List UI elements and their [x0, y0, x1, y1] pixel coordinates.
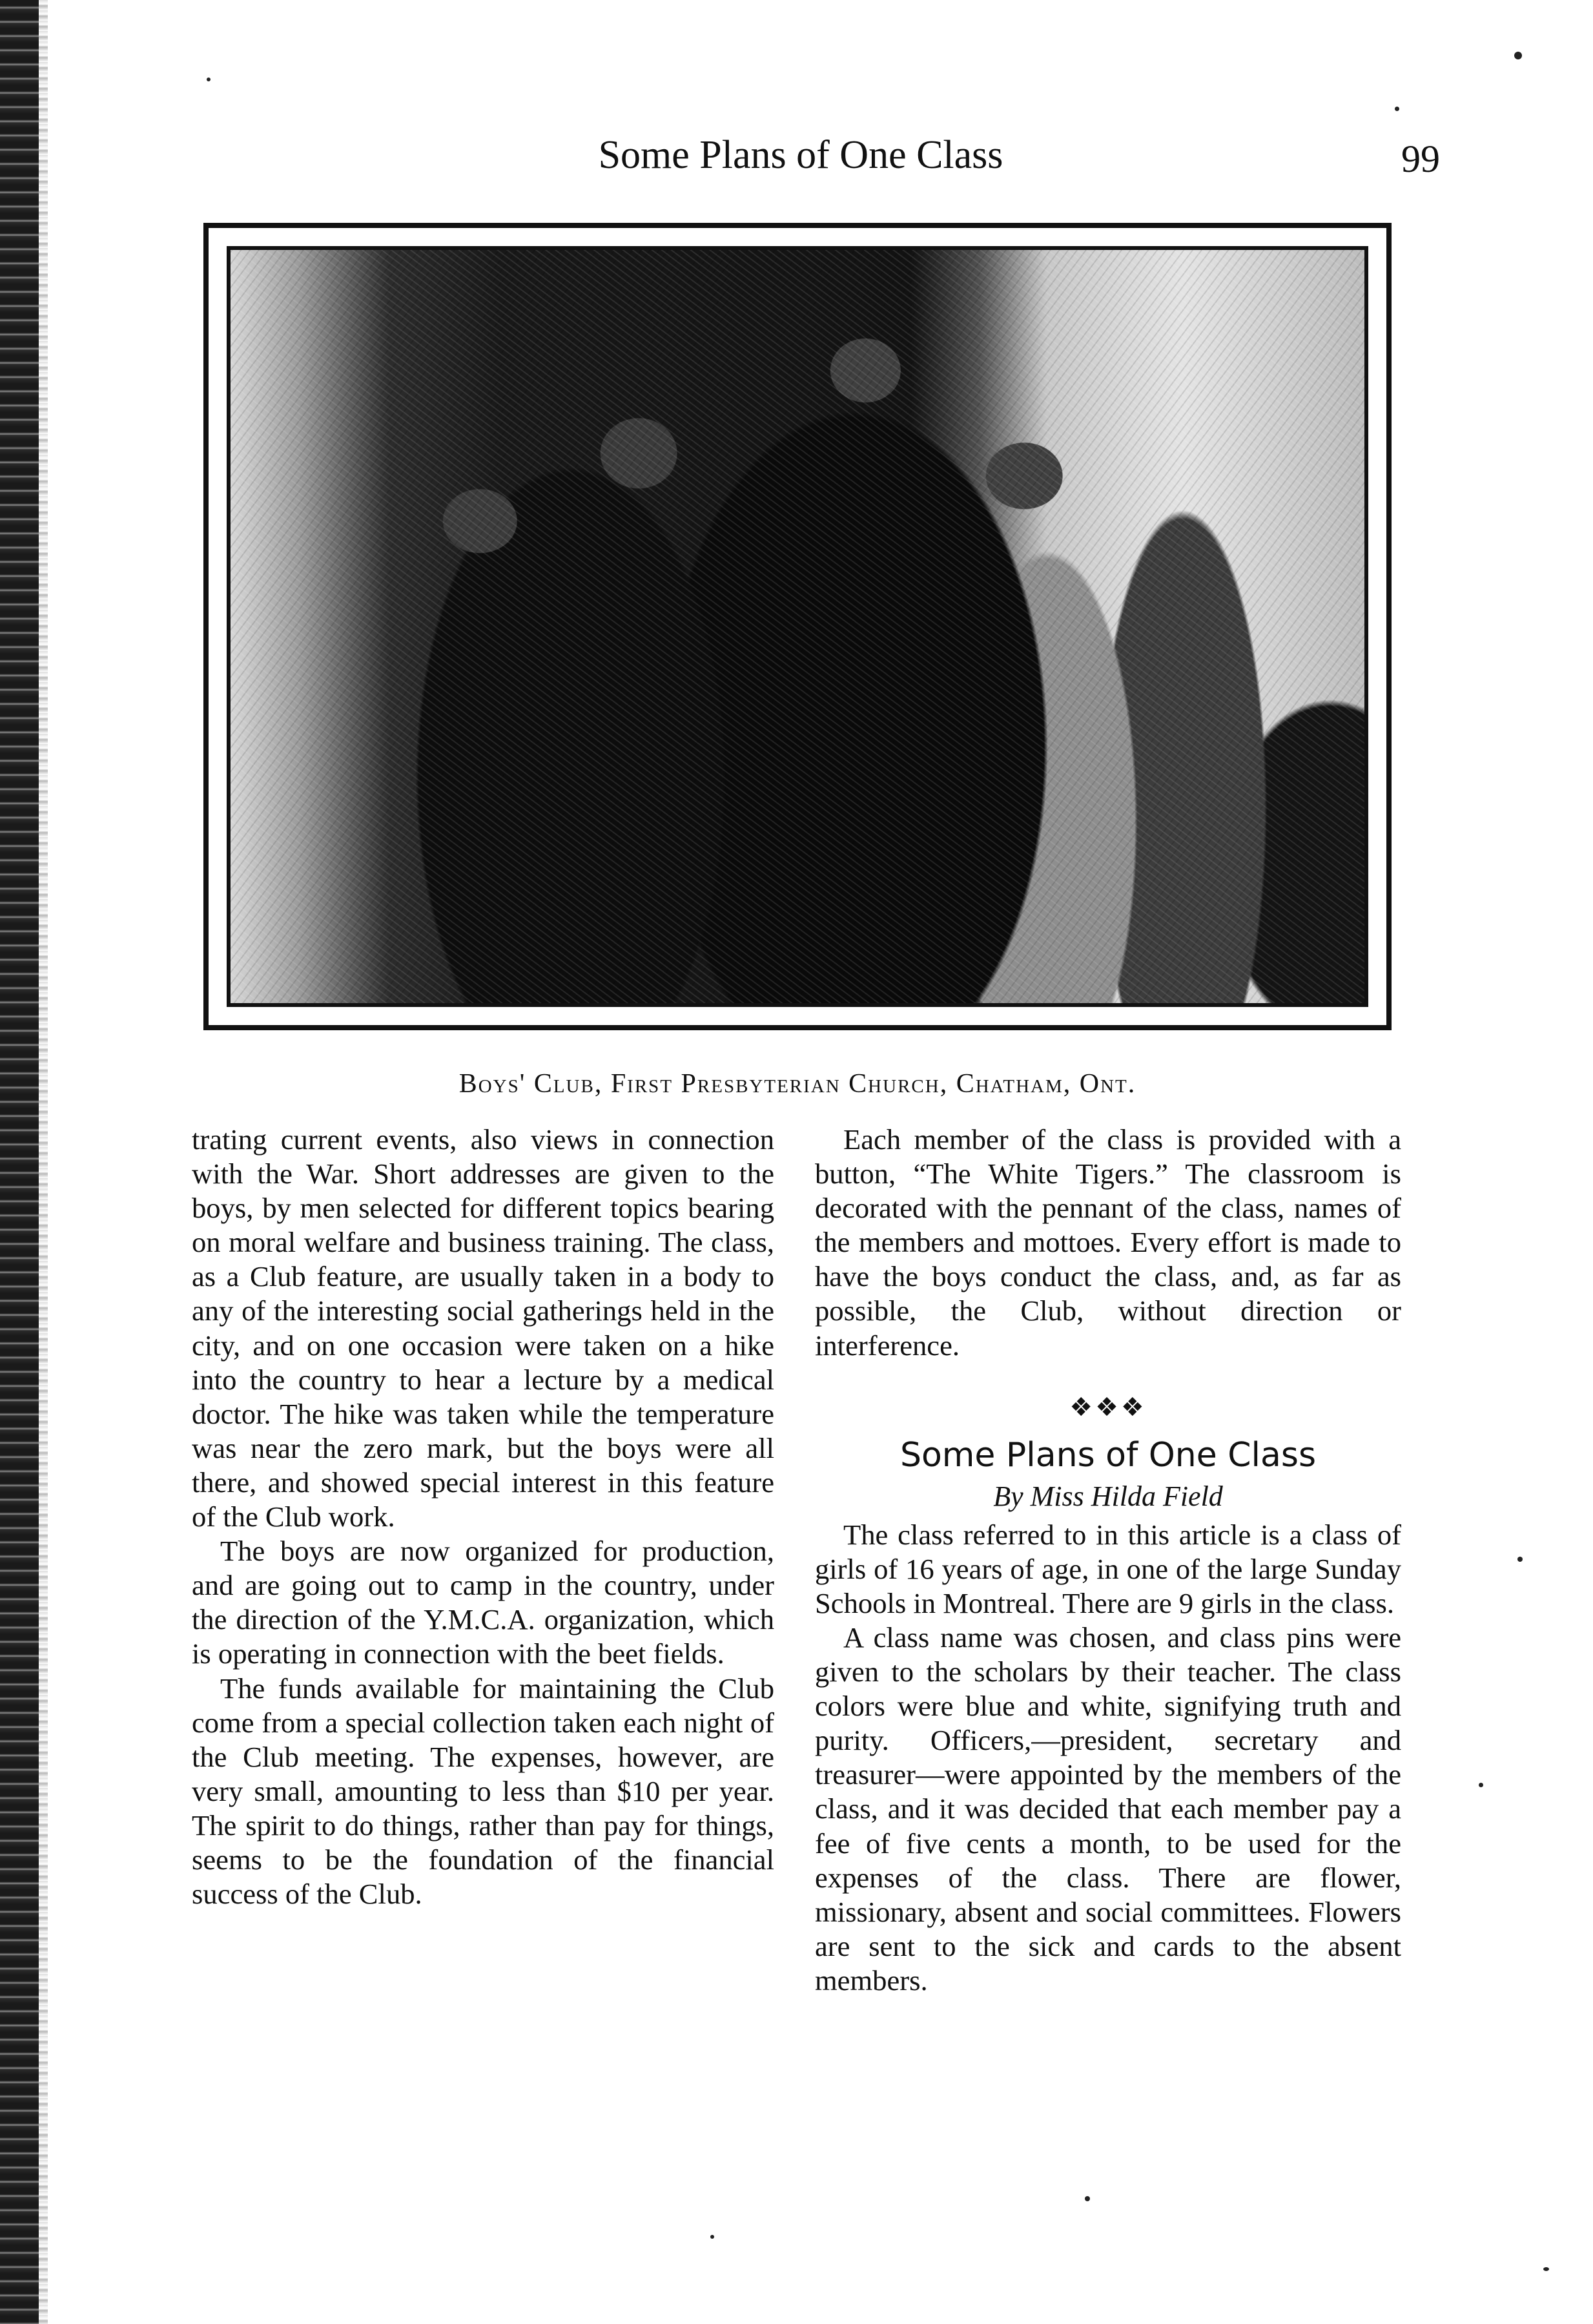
paragraph: A class name was chosen, and class pins were given to the scholars by their teacher. The class colors were blue and white, signifying truth and purity. Officers,—president, secretary and treasurer—were appointed by the members of the class, and it was decided that each member pay a fee of five cents a month, to be used for the expenses of the class. There are flower, missionary, absent and social committees. Flowers are sent to the sick and cards to the absent members.: [815, 1621, 1401, 1997]
right-column: [815, 1123, 1401, 1998]
article-byline: By Miss Hilda Field: [993, 1480, 1223, 1512]
page-number: 99: [1401, 138, 1440, 180]
paragraph: trating current events, also views in connection with the War. Short addresses are given to the boys, by men selected for different topics bearing on moral welfare and business training. The class, as a Club feature, are usually taken in a body to any of the interesting social gatherings held in the city, and on one occasion were taken on a hike into the country to hear a lecture by a medical doctor. The hike was taken while the temperature was near the zero mark, but the boys were all there, and showed special interest in this feature of the Club work.: [192, 1123, 774, 1533]
photo-frame: [203, 223, 1392, 1030]
paragraph: The boys are now organized for production, and are going out to camp in the country, under the direction of the Y.M.C.A. organization, which is operating in connection with the beet fields.: [192, 1535, 774, 1670]
scan-binding-edge: [0, 0, 39, 2324]
scan-speck: [710, 2235, 714, 2239]
scan-speck: [1395, 107, 1399, 111]
article-title: Some Plans of One Class: [899, 1435, 1317, 1475]
group-photograph: [227, 246, 1368, 1007]
section-ornament: ❖❖❖: [1069, 1392, 1147, 1422]
paragraph: Each member of the class is provided with a button, “The White Tigers.” The classroom is decorated with the pennant of the class, names of the members and mottoes. Every effort is made to have the boys conduct the class, and, as far as possible, the Club, without direction or interference.: [815, 1123, 1401, 1362]
scan-speck: [1543, 2267, 1549, 2271]
scan-speck: [1517, 1557, 1523, 1562]
scan-speck: [1085, 2196, 1090, 2201]
scan-speck: [207, 78, 211, 81]
photo-caption: Boys' Club, First Presbyterian Church, Chatham, Ont.: [458, 1069, 1136, 1099]
scan-speck: [1479, 1783, 1483, 1787]
scan-speck: [1514, 52, 1522, 59]
running-head: Some Plans of One Class: [598, 133, 1003, 177]
paragraph: The funds available for maintaining the Club come from a special collection taken each night of the Club meeting. The expenses, however, are very small, amounting to less than $10 per year. The spirit to do things, rather than pay for things, seems to be the foundation of the financial success of the Club.: [192, 1672, 774, 1911]
left-column: [192, 1123, 774, 1911]
paragraph: The class referred to in this article is a class of girls of 16 years of age, in one of the large Sunday Schools in Montreal. There are 9 girls in the class.: [815, 1518, 1401, 1619]
